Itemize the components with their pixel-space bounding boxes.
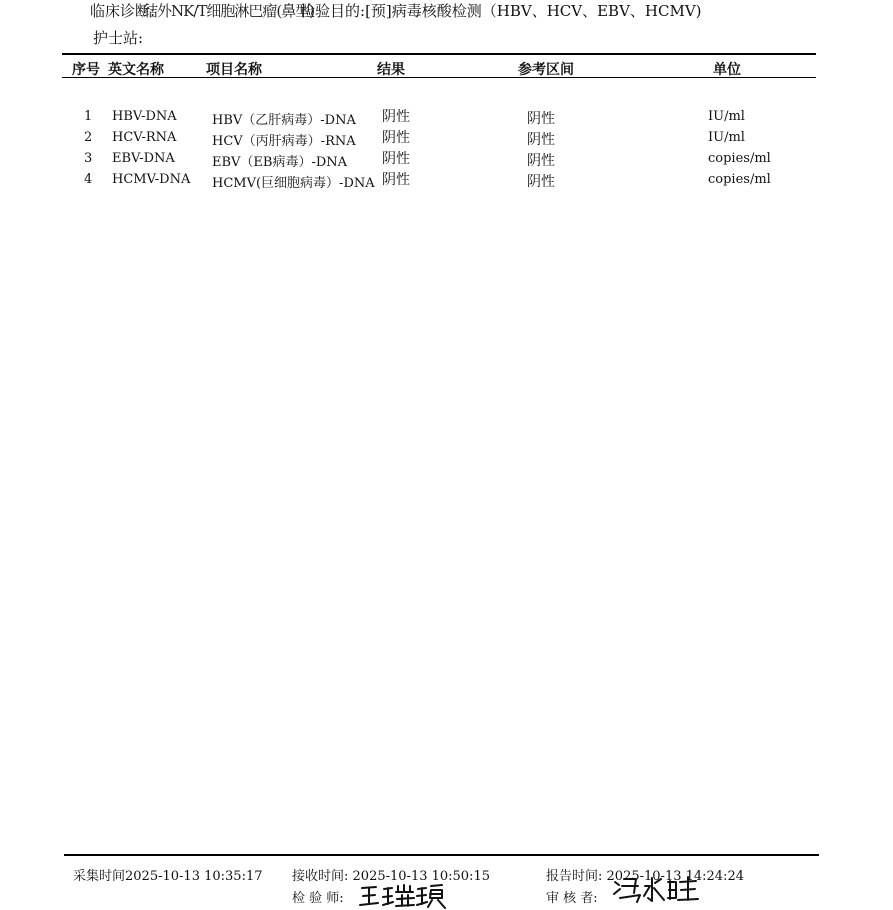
collect-time-label: 采集时间	[73, 869, 126, 884]
report-time-value: 2025-10-13 14:24:24	[606, 869, 745, 884]
row-en-name: EBV-DNA	[112, 151, 175, 166]
table-row	[0, 148, 893, 169]
table-row	[0, 106, 893, 127]
table-row	[0, 127, 893, 148]
col-header-result: 结果	[377, 62, 405, 78]
tester-signature	[358, 880, 448, 910]
row-no: 3	[84, 151, 93, 166]
diagnosis-label: 临床诊断:	[90, 2, 156, 20]
row-no: 4	[84, 172, 93, 187]
row-result: 阴性	[382, 172, 410, 188]
receive-time-label: 接收时间:	[292, 869, 349, 884]
row-item-name: EBV（EB病毒）-DNA	[212, 155, 348, 170]
row-ref-range: 阴性	[527, 132, 555, 148]
row-unit: copies/ml	[708, 172, 771, 187]
row-no: 1	[84, 109, 93, 124]
row-ref-range: 阴性	[527, 174, 555, 190]
col-header-no: 序号	[72, 62, 100, 78]
row-ref-range: 阴性	[527, 111, 555, 127]
row-en-name: HCV-RNA	[112, 130, 177, 145]
row-item-name: HCV（丙肝病毒）-RNA	[212, 134, 356, 149]
collect-time	[73, 865, 263, 884]
row-en-name: HCMV-DNA	[112, 172, 191, 187]
row-unit: IU/ml	[708, 109, 745, 124]
row-ref-range: 阴性	[527, 153, 555, 169]
row-item-name: HCMV(巨细胞病毒）-DNA	[212, 176, 375, 191]
table-row	[0, 169, 893, 190]
row-no: 2	[84, 130, 93, 145]
diagnosis-value: 结外NK/T细胞淋巴瘤(鼻型)	[143, 2, 315, 20]
row-item-name: HBV（乙肝病毒）-DNA	[212, 113, 356, 128]
row-result: 阴性	[382, 151, 410, 167]
table-top-rule	[62, 53, 816, 55]
test-purpose-label: 检验目的:	[300, 2, 366, 20]
reviewer-signature	[612, 874, 702, 906]
reviewer-label: 审 核 者:	[546, 891, 598, 906]
row-en-name: HBV-DNA	[112, 109, 177, 124]
col-header-unit: 单位	[713, 62, 741, 78]
test-purpose	[300, 0, 702, 21]
test-purpose-value: [预]病毒核酸检测（HBV、HCV、EBV、HCMV)	[365, 2, 702, 20]
col-header-item-name: 项目名称	[206, 62, 262, 78]
table-header-rule	[62, 77, 816, 78]
receive-time-value: 2025-10-13 10:50:15	[352, 869, 491, 884]
col-header-ref-range: 参考区间	[518, 62, 574, 78]
col-header-en-name: 英文名称	[108, 62, 164, 78]
row-unit: IU/ml	[708, 130, 745, 145]
row-result: 阴性	[382, 109, 410, 125]
row-result: 阴性	[382, 130, 410, 146]
row-unit: copies/ml	[708, 151, 771, 166]
nurse-station-label: 护士站:	[93, 29, 144, 47]
tester-label: 检 验 师:	[292, 891, 344, 906]
report-time-label: 报告时间:	[546, 869, 603, 884]
collect-time-value: 2025-10-13 10:35:17	[125, 869, 263, 884]
footer-rule	[64, 854, 819, 856]
